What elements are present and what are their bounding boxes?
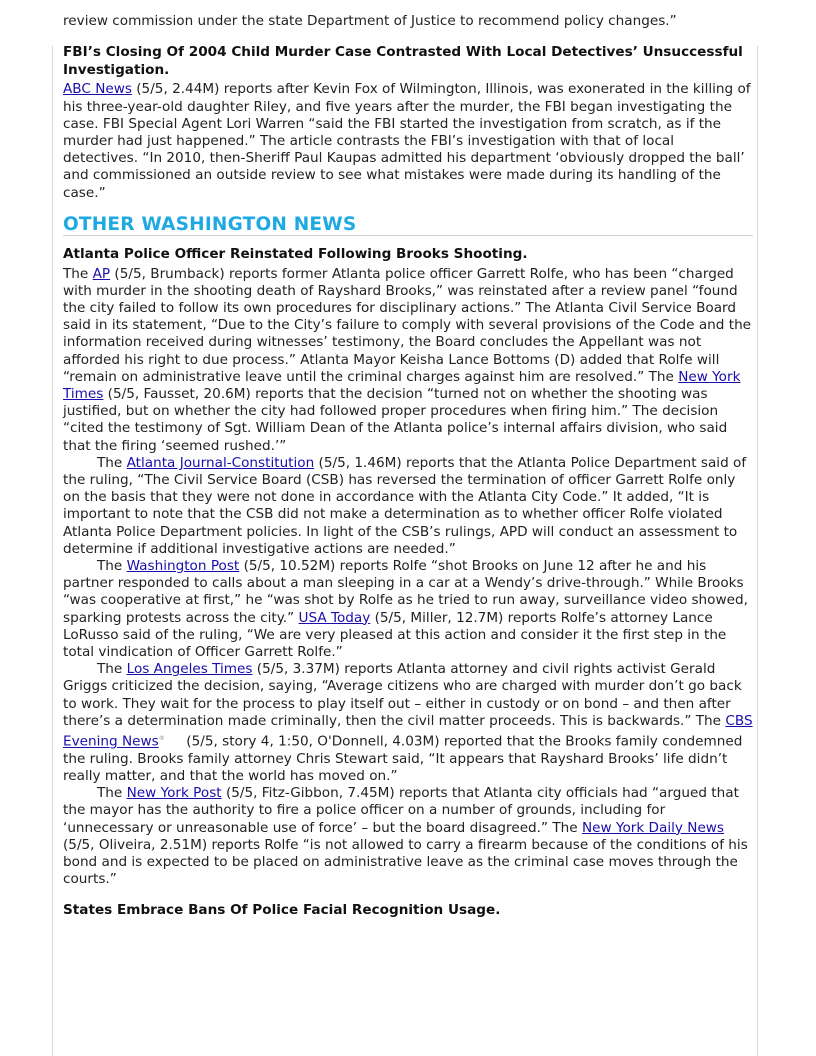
text-run: (5/5, Oliveira, 2.51M) reports Rolfe “is not allowed to carry a firearm because of the conditions of his bond and is expected to be placed on administrative leave as the criminal case moves through the courts.” bbox=[63, 836, 748, 888]
paragraph-ap-report bbox=[63, 266, 753, 455]
text-run: (5/5, story 4, 1:50, O'Donnell, 4.03M) reported that the Brooks family condemned the ruling. Brooks family attorney Chris Stewart said, “It appears that Rayshard Brooks’ life didn’t really matter, and that the world has moved on.” bbox=[63, 733, 747, 785]
text-run: (5/5, 10.52M) reports Rolfe “shot Brooks on June 12 after he and his partner responded to calls about a man sleeping in a car at a Wendy’s drive-through.” While Brooks “was cooperative at first,” he “was shot by Rolfe as he tried to run away, surveillance video showed, sparking protests across the city.” bbox=[63, 558, 748, 626]
link-new-york-times[interactable]: New York Times bbox=[63, 368, 741, 403]
text-run: The bbox=[97, 785, 127, 802]
headline-fbi-child-murder: FBI’s Closing Of 2004 Child Murder Case Contrasted With Local Detectives’ Unsuccessful Investigation. bbox=[63, 44, 743, 78]
paragraph-ny-post-report bbox=[63, 785, 753, 888]
paragraph-ajc-report bbox=[63, 455, 753, 558]
text-run: (5/5, Fausset, 20.6M) reports that the decision “turned not on whether the shooting was justified, but on whether the city had followed proper procedures when firing him.” The decision “cited the testimony of Sgt. William Dean of the Atlanta police’s internal affairs division, who said that the firing ‘seemed rushed.’” bbox=[63, 386, 728, 454]
text-run: (5/5, Miller, 12.7M) reports Rolfe’s attorney Lance LoRusso said of the ruling, “We are very pleased at this action and consider it the first step in the total vindication of Officer Garrett Rolfe.” bbox=[63, 609, 727, 661]
link-cbs-evening-news[interactable]: CBS Evening News bbox=[63, 712, 753, 750]
text-run: The bbox=[97, 661, 127, 678]
link-usa-today[interactable]: USA Today bbox=[298, 609, 371, 626]
headline-atlanta-officer-reinstated: Atlanta Police Officer Reinstated Following Brooks Shooting. bbox=[63, 246, 528, 263]
section-heading-other-washington-news: OTHER WASHINGTON NEWS bbox=[63, 216, 753, 236]
text-run: (5/5, 2.44M) reports after Kevin Fox of Wilmington, Illinois, was exonerated in the killing of his three-year-old daughter Riley, and five years after the murder, the FBI began investigating the case. FBI Special Agent Lori Warren “said the FBI started the investigation from scratch, as if the murder had just happened.” The article contrasts the FBI’s investigation with that of local detectives. “In 2010, then-Sheriff Paul Kaupas admitted his department ‘obviously dropped the ball’ and commissioned an outside review to see what mistakes were made during its handling of the case.” bbox=[63, 81, 751, 201]
link-atlanta-journal-constitution[interactable]: Atlanta Journal-Constitution bbox=[126, 454, 315, 471]
text-run: The bbox=[63, 265, 93, 282]
text-run: (5/5, Fitz-Gibbon, 7.45M) reports that Atlanta city officials had “argued that the mayor has the authority to fire a police officer on a number of grounds, including for ‘unnecessary or unreasonable use of force’ – but the board disagreed.” The bbox=[63, 785, 739, 836]
text-run: The bbox=[97, 454, 127, 471]
link-new-york-post[interactable]: New York Post bbox=[126, 785, 222, 802]
text-run: The bbox=[97, 558, 127, 575]
right-margin-rule bbox=[757, 46, 758, 1056]
text-run: (5/5, 3.37M) reports Atlanta attorney and civil rights activist Gerald Griggs criticized the decision, saying, “Average citizens who are charged with murder don’t go back to work. They wait for the process to play itself out – either in custody or on bond – and then after there’s a determination made criminally, then the civil matter proceeds. This is backwards.” The bbox=[63, 661, 742, 729]
text-run: (5/5, 1.46M) reports that the Atlanta Police Department said of the ruling, “The Civil Service Board (CSB) has reversed the termination of officer Garrett Rolfe only on the basis that they were not done in accordance with the Atlanta City Code.” It added, “It is important to note that the CSB did not make a determination as to whether officer Rolfe violated Atlanta Police Department policies. In light of the CSB’s rulings, APD will conduct an assessment to determine if additional investigative actions are needed.” bbox=[63, 454, 747, 557]
left-margin-rule bbox=[52, 46, 53, 1056]
document-page bbox=[63, 0, 753, 920]
paragraph-la-times-report bbox=[63, 661, 753, 785]
headline-facial-recognition-bans: States Embrace Bans Of Police Facial Recognition Usage. bbox=[63, 902, 501, 919]
paragraph-fbi-case bbox=[63, 81, 753, 201]
paragraph-continuation: review commission under the state Department of Justice to recommend policy changes.” bbox=[63, 13, 677, 29]
text-run: (5/5, Brumback) reports former Atlanta police officer Garrett Rolfe, who has been “charged with murder in the shooting death of Rayshard Brooks,” was reinstated after a review panel “found the city failed to follow its own procedures for disciplinary actions.” The Atlanta Civil Service Board said in its statement, “Due to the City’s failure to comply with several provisions of the Code and the information received during witnesses’ testimony, the Board concludes the Appellant was not afforded his right to due process.” Atlanta Mayor Keisha Lance Bottoms (D) added that Rolfe will “remain on administrative leave until the criminal charges against him are resolved.” The bbox=[63, 265, 752, 385]
link-washington-post[interactable]: Washington Post bbox=[126, 558, 240, 575]
link-ap[interactable]: AP bbox=[92, 265, 111, 282]
link-new-york-daily-news[interactable]: New York Daily News bbox=[581, 819, 725, 836]
trademark-mark: ® bbox=[158, 735, 165, 743]
link-los-angeles-times[interactable]: Los Angeles Times bbox=[126, 661, 253, 678]
link-abc-news[interactable]: ABC News bbox=[63, 81, 132, 98]
paragraph-washington-post-report bbox=[63, 558, 753, 661]
